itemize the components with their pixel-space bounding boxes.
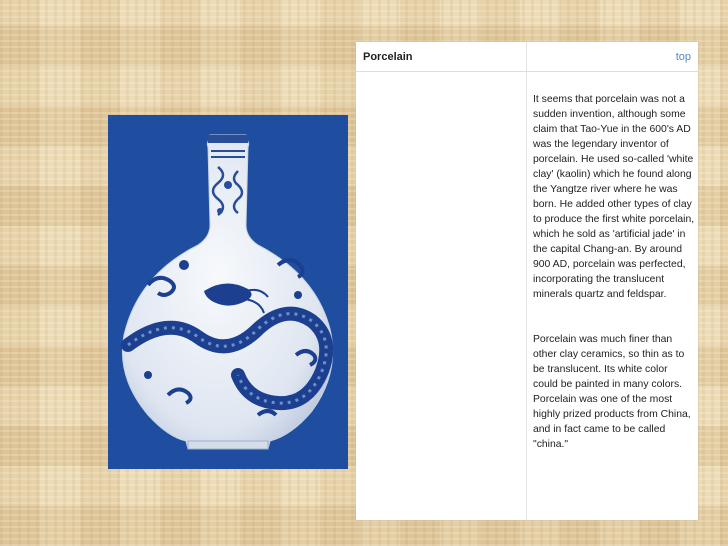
flame-motif bbox=[294, 291, 302, 299]
article-paragraph: It seems that porcelain was not a sudden invention, although some claim that Tao-Yue in the 600's AD was the legendary inventor of porcelain. He used so-called 'white clay' (kaolin) which he found along the Yangtze river where he was born. He added other types of clay to produce the first white porcelain, which he sold as 'artificial jade' in the capital Chang-an. By around 900 AD, porcelain was perfected, incorporating the translucent minerals quartz and feldspar. bbox=[533, 94, 695, 300]
vase-rim-band bbox=[208, 135, 248, 143]
flame-motif bbox=[179, 260, 189, 270]
top-link[interactable]: top bbox=[675, 51, 691, 63]
porcelain-card bbox=[356, 42, 698, 520]
column-divider bbox=[526, 42, 527, 520]
vase-foot bbox=[188, 441, 268, 449]
section-title: Porcelain bbox=[363, 51, 413, 63]
neck-flower bbox=[224, 181, 232, 189]
article-text bbox=[533, 77, 695, 482]
neck-flower bbox=[217, 208, 223, 214]
porcelain-vase-photo bbox=[108, 115, 348, 469]
article-paragraph: Porcelain was much finer than other clay ceramics, so thin as to be translucent. Its white color could be painted in many colors. Porcelain was one of the most highly prized products from China, and in fact came to be called "china." bbox=[533, 334, 691, 450]
vase-illustration bbox=[108, 115, 348, 469]
card-header bbox=[356, 42, 698, 72]
flame-motif bbox=[144, 371, 152, 379]
